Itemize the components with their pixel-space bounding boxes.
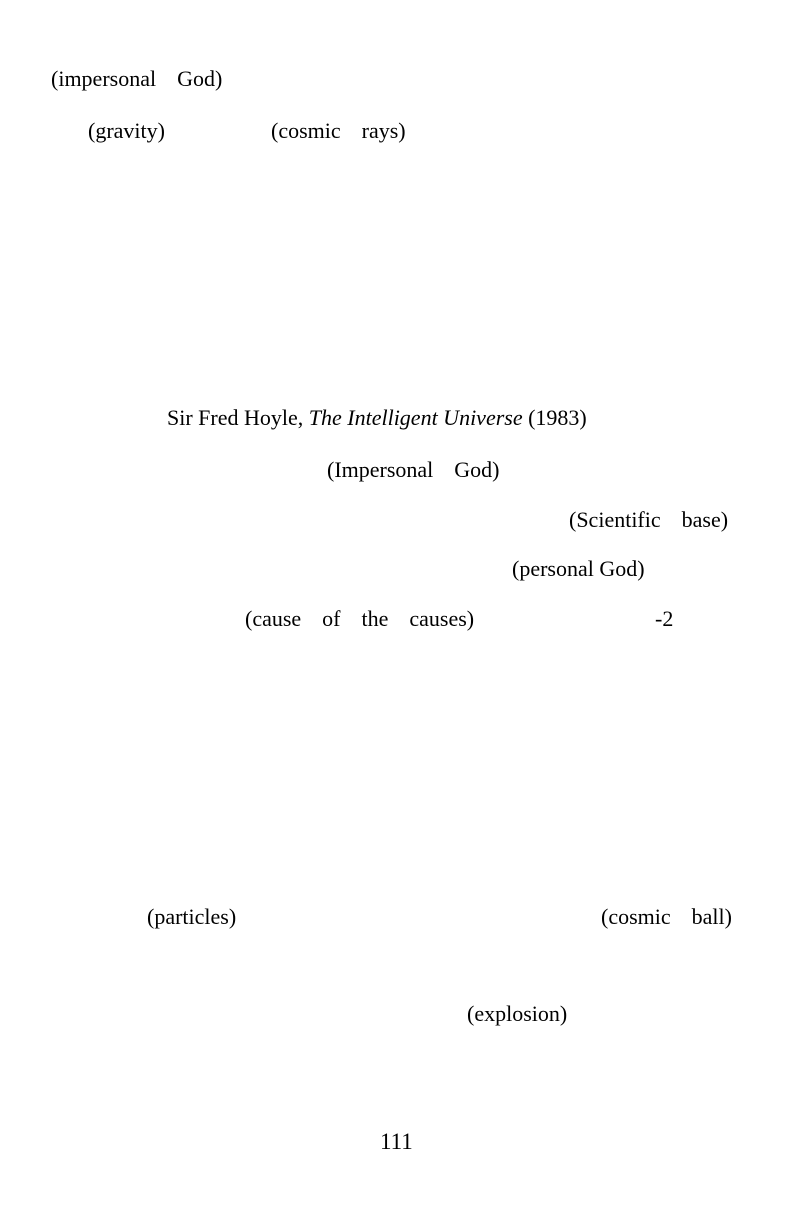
citation-author: Sir Fred Hoyle, (167, 405, 309, 430)
term-scientific-base: (Scientific base) (569, 507, 729, 532)
term-impersonal-god-2: (Impersonal God) (327, 457, 500, 482)
term-cosmic-rays: (cosmic rays) (271, 118, 406, 143)
book-citation (167, 407, 587, 429)
citation-year: (1983) (522, 405, 587, 430)
term-particles: (particles) (147, 904, 237, 929)
term-gravity: (gravity) (88, 118, 165, 143)
term-personal-god: (personal God) (512, 556, 645, 581)
citation-title: The Intelligent Universe (308, 405, 523, 430)
page-number: 111 (380, 1129, 413, 1154)
term-cosmic-ball: (cosmic ball) (601, 904, 732, 929)
term-explosion: (explosion) (467, 1001, 568, 1026)
term-cause-of-causes: (cause of the causes) (245, 606, 475, 631)
term-impersonal-god: (impersonal God) (51, 66, 223, 91)
section-number: -2 (655, 606, 674, 631)
